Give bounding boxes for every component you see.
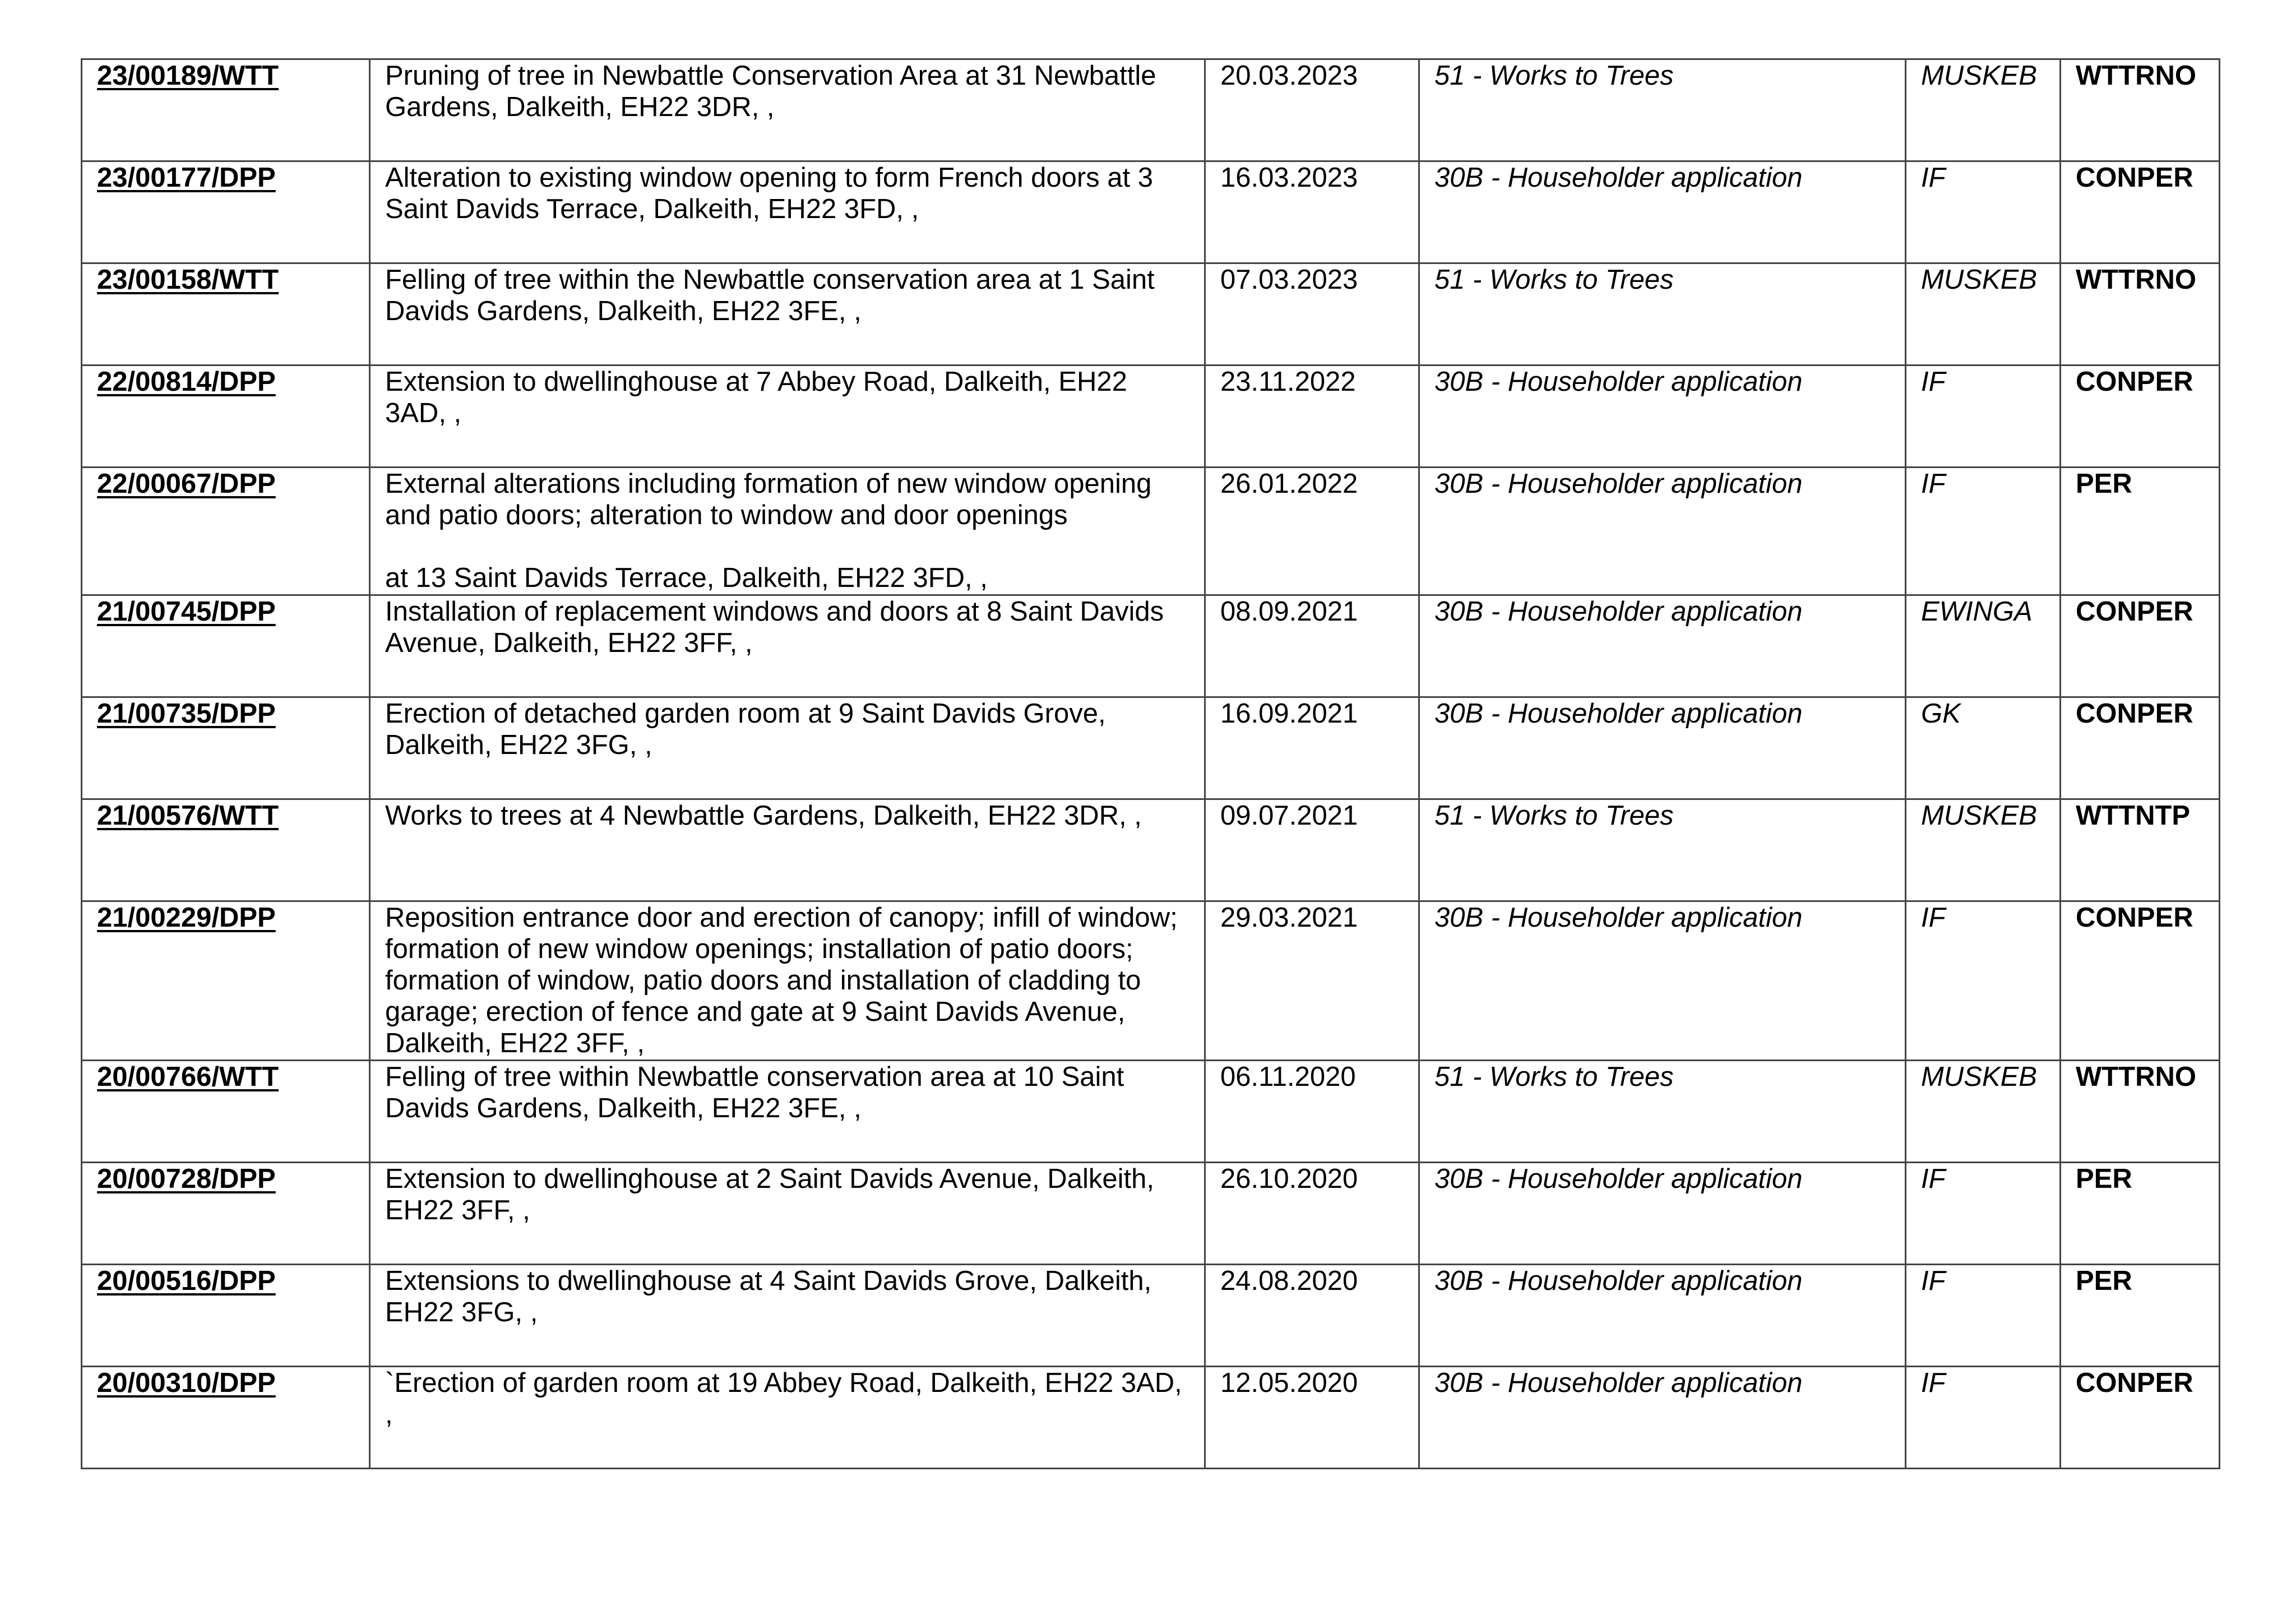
proposal-description: Felling of tree within the Newbattle conservation area at 1 Saint Davids Gardens, Dalkeith, EH22 3FE, , <box>370 263 1205 365</box>
application-type: 51 - Works to Trees <box>1419 1061 1906 1163</box>
application-reference-cell <box>82 59 370 161</box>
decision-code: WTTRNO <box>2061 1061 2220 1163</box>
table-row <box>82 1265 2220 1367</box>
application-reference-link[interactable]: 22/00067/DPP <box>97 469 276 499</box>
case-officer: IF <box>1906 1265 2061 1367</box>
received-date: 16.09.2021 <box>1205 697 1419 799</box>
case-officer: IF <box>1906 161 2061 263</box>
table-row <box>82 901 2220 1061</box>
decision-code: CONPER <box>2061 901 2220 1061</box>
received-date: 08.09.2021 <box>1205 595 1419 697</box>
application-reference-cell <box>82 161 370 263</box>
decision-code: PER <box>2061 1265 2220 1367</box>
case-officer: MUSKEB <box>1906 59 2061 161</box>
proposal-description: Extension to dwellinghouse at 2 Saint Davids Avenue, Dalkeith, EH22 3FF, , <box>370 1163 1205 1265</box>
application-reference-link[interactable]: 21/00229/DPP <box>97 903 276 933</box>
proposal-description: External alterations including formation of new window opening and patio doors; alteration to window and door openings at 13 Saint Davids Terrace, Dalkeith, EH22 3FD, , <box>370 468 1205 595</box>
proposal-description: Installation of replacement windows and doors at 8 Saint Davids Avenue, Dalkeith, EH22 3FF, , <box>370 595 1205 697</box>
proposal-description: Extensions to dwellinghouse at 4 Saint Davids Grove, Dalkeith, EH22 3FG, , <box>370 1265 1205 1367</box>
application-reference-cell <box>82 365 370 468</box>
application-type: 30B - Householder application <box>1419 595 1906 697</box>
application-reference-link[interactable]: 20/00516/DPP <box>97 1266 276 1296</box>
received-date: 12.05.2020 <box>1205 1367 1419 1469</box>
application-type: 51 - Works to Trees <box>1419 59 1906 161</box>
received-date: 07.03.2023 <box>1205 263 1419 365</box>
application-type: 30B - Householder application <box>1419 365 1906 468</box>
application-type: 30B - Householder application <box>1419 161 1906 263</box>
decision-code: WTTRNO <box>2061 263 2220 365</box>
application-type: 30B - Householder application <box>1419 1163 1906 1265</box>
application-type: 51 - Works to Trees <box>1419 263 1906 365</box>
application-type: 30B - Householder application <box>1419 1367 1906 1469</box>
table-row <box>82 595 2220 697</box>
table-row <box>82 365 2220 468</box>
application-type: 30B - Householder application <box>1419 901 1906 1061</box>
received-date: 24.08.2020 <box>1205 1265 1419 1367</box>
case-officer: IF <box>1906 1367 2061 1469</box>
case-officer: IF <box>1906 1163 2061 1265</box>
case-officer: EWINGA <box>1906 595 2061 697</box>
application-reference-link[interactable]: 22/00814/DPP <box>97 367 276 397</box>
application-reference-link[interactable]: 23/00177/DPP <box>97 163 276 193</box>
table-row <box>82 468 2220 595</box>
table-row <box>82 1163 2220 1265</box>
decision-code: PER <box>2061 468 2220 595</box>
application-reference-cell <box>82 468 370 595</box>
application-reference-link[interactable]: 21/00735/DPP <box>97 698 276 729</box>
received-date: 09.07.2021 <box>1205 799 1419 901</box>
application-type: 30B - Householder application <box>1419 697 1906 799</box>
proposal-description: Alteration to existing window opening to form French doors at 3 Saint Davids Terrace, Dalkeith, EH22 3FD, , <box>370 161 1205 263</box>
application-type: 51 - Works to Trees <box>1419 799 1906 901</box>
application-reference-cell <box>82 595 370 697</box>
application-reference-cell <box>82 901 370 1061</box>
proposal-description: Felling of tree within Newbattle conservation area at 10 Saint Davids Gardens, Dalkeith, EH22 3FE, , <box>370 1061 1205 1163</box>
application-reference-cell <box>82 1061 370 1163</box>
case-officer: MUSKEB <box>1906 263 2061 365</box>
proposal-description: Extension to dwellinghouse at 7 Abbey Road, Dalkeith, EH22 3AD, , <box>370 365 1205 468</box>
application-type: 30B - Householder application <box>1419 1265 1906 1367</box>
received-date: 06.11.2020 <box>1205 1061 1419 1163</box>
case-officer: MUSKEB <box>1906 1061 2061 1163</box>
received-date: 20.03.2023 <box>1205 59 1419 161</box>
received-date: 29.03.2021 <box>1205 901 1419 1061</box>
proposal-description: `Erection of garden room at 19 Abbey Road, Dalkeith, EH22 3AD, , <box>370 1367 1205 1469</box>
table-row <box>82 59 2220 161</box>
application-reference-link[interactable]: 21/00576/WTT <box>97 801 279 831</box>
table-row <box>82 1367 2220 1469</box>
application-reference-link[interactable]: 20/00766/WTT <box>97 1062 279 1092</box>
application-reference-cell <box>82 1367 370 1469</box>
received-date: 23.11.2022 <box>1205 365 1419 468</box>
table-row <box>82 1061 2220 1163</box>
decision-code: CONPER <box>2061 697 2220 799</box>
application-type: 30B - Householder application <box>1419 468 1906 595</box>
application-reference-link[interactable]: 23/00158/WTT <box>97 265 279 295</box>
decision-code: CONPER <box>2061 161 2220 263</box>
case-officer: GK <box>1906 697 2061 799</box>
table-row <box>82 697 2220 799</box>
proposal-description: Erection of detached garden room at 9 Saint Davids Grove, Dalkeith, EH22 3FG, , <box>370 697 1205 799</box>
case-officer: IF <box>1906 901 2061 1061</box>
case-officer: IF <box>1906 365 2061 468</box>
application-reference-cell <box>82 799 370 901</box>
table-row <box>82 799 2220 901</box>
decision-code: WTTNTP <box>2061 799 2220 901</box>
proposal-description: Reposition entrance door and erection of canopy; infill of window; formation of new window openings; installation of patio doors; formation of window, patio doors and installation of cladding to garage; erection of fence and gate at 9 Saint Davids Avenue, Dalkeith, EH22 3FF, , <box>370 901 1205 1061</box>
decision-code: CONPER <box>2061 595 2220 697</box>
application-reference-cell <box>82 263 370 365</box>
application-reference-cell <box>82 1265 370 1367</box>
decision-code: CONPER <box>2061 365 2220 468</box>
application-reference-cell <box>82 1163 370 1265</box>
received-date: 16.03.2023 <box>1205 161 1419 263</box>
case-officer: IF <box>1906 468 2061 595</box>
decision-code: CONPER <box>2061 1367 2220 1469</box>
decision-code: WTTRNO <box>2061 59 2220 161</box>
received-date: 26.01.2022 <box>1205 468 1419 595</box>
planning-applications-table <box>81 58 2220 1469</box>
proposal-description: Works to trees at 4 Newbattle Gardens, Dalkeith, EH22 3DR, , <box>370 799 1205 901</box>
proposal-description: Pruning of tree in Newbattle Conservation Area at 31 Newbattle Gardens, Dalkeith, EH22 3DR, , <box>370 59 1205 161</box>
application-reference-link[interactable]: 21/00745/DPP <box>97 596 276 627</box>
received-date: 26.10.2020 <box>1205 1163 1419 1265</box>
application-reference-link[interactable]: 20/00310/DPP <box>97 1368 276 1398</box>
application-reference-link[interactable]: 23/00189/WTT <box>97 61 279 91</box>
application-reference-cell <box>82 697 370 799</box>
table-row <box>82 161 2220 263</box>
decision-code: PER <box>2061 1163 2220 1265</box>
application-reference-link[interactable]: 20/00728/DPP <box>97 1164 276 1194</box>
table-row <box>82 263 2220 365</box>
case-officer: MUSKEB <box>1906 799 2061 901</box>
